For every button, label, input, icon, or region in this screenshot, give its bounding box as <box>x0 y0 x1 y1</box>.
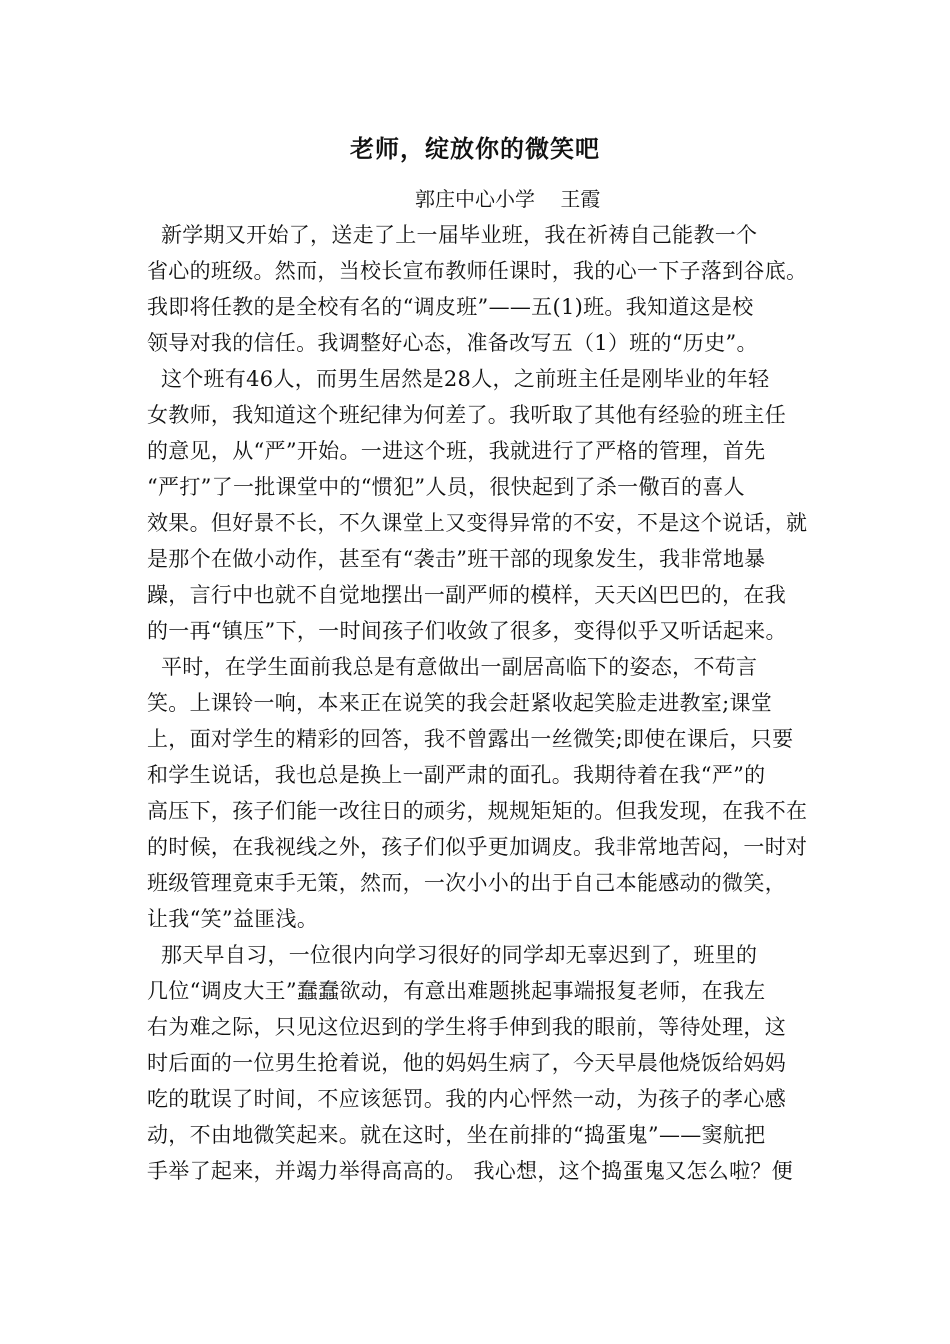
body-line: 的一再“镇压”下，一时间孩子们收敛了很多，变得似乎又听话起来。 <box>147 619 787 643</box>
body-line: 这个班有46人，而男生居然是28人，之前班主任是刚毕业的年轻 <box>147 367 770 391</box>
body-line: 效果。但好景不长，不久课堂上又变得异常的不安，不是这个说话，就 <box>147 511 808 535</box>
body-line: 女教师，我知道这个班纪律为何差了。我听取了其他有经验的班主任 <box>147 403 786 427</box>
body-line: 笑。上课铃一响，本来正在说笑的我会赶紧收起笑脸走进教室;课堂 <box>147 691 773 715</box>
body-line: 几位“调皮大王”蠢蠢欲动，有意出难题挑起事端报复老师，在我左 <box>147 979 766 1003</box>
body-line: 右为难之际，只见这位迟到的学生将手伸到我的眼前，等待处理，这 <box>147 1015 786 1039</box>
body-line: 我即将任教的是全校有名的“调皮班”——五(1)班。我知道这是校 <box>147 295 754 319</box>
body-line: 班级管理竟束手无策，然而，一次小小的出于自己本能感动的微笑， <box>147 871 786 895</box>
body-line: 高压下，孩子们能一改往日的顽劣，规规矩矩的。但我发现，在我不在 <box>147 799 808 823</box>
body-line: 上，面对学生的精彩的回答，我不曾露出一丝微笑;即使在课后，只要 <box>147 727 794 751</box>
body-line: 新学期又开始了，送走了上一届毕业班，我在祈祷自己能教一个 <box>147 223 758 247</box>
body-line: 吃的耽误了时间，不应该惩罚。我的内心怦然一动，为孩子的孝心感 <box>147 1087 786 1111</box>
author-line: 郭庄中心小学 王霞 <box>415 187 601 211</box>
body-line: 省心的班级。然而，当校长宣布教师任课时，我的心一下子落到谷底。 <box>147 259 808 283</box>
body-line: 时后面的一位男生抢着说，他的妈妈生病了，今天早晨他烧饭给妈妈 <box>147 1051 786 1075</box>
body-line: 领导对我的信任。我调整好心态，准备改写五（1）班的“历史”。 <box>147 331 758 355</box>
document-title: 老师，绽放你的微笑吧 <box>350 134 600 163</box>
body-line: “严打”了一批课堂中的“惯犯”人员，很快起到了杀一儆百的喜人 <box>147 475 745 499</box>
body-line: 让我“笑”益匪浅。 <box>147 907 319 931</box>
body-line: 平时，在学生面前我总是有意做出一副居高临下的姿态，不苟言 <box>147 655 758 679</box>
body-line: 和学生说话，我也总是换上一副严肃的面孔。我期待着在我“严”的 <box>147 763 766 787</box>
body-line: 那天早自习，一位很内向学习很好的同学却无辜迟到了，班里的 <box>147 943 758 967</box>
body-line: 的时候，在我视线之外，孩子们似乎更加调皮。我非常地苦闷，一时对 <box>147 835 808 859</box>
body-line: 手举了起来，并竭力举得高高的。 我心想，这个捣蛋鬼又怎么啦？便 <box>147 1159 793 1183</box>
body-line: 的意见，从“严”开始。一进这个班，我就进行了严格的管理，首先 <box>147 439 766 463</box>
body-line: 躁，言行中也就不自觉地摆出一副严师的模样，天天凶巴巴的，在我 <box>147 583 786 607</box>
body-line: 动，不由地微笑起来。就在这时，坐在前排的“捣蛋鬼”——窦航把 <box>147 1123 766 1147</box>
body-line: 是那个在做小动作，甚至有“袭击”班干部的现象发生，我非常地暴 <box>147 547 766 571</box>
